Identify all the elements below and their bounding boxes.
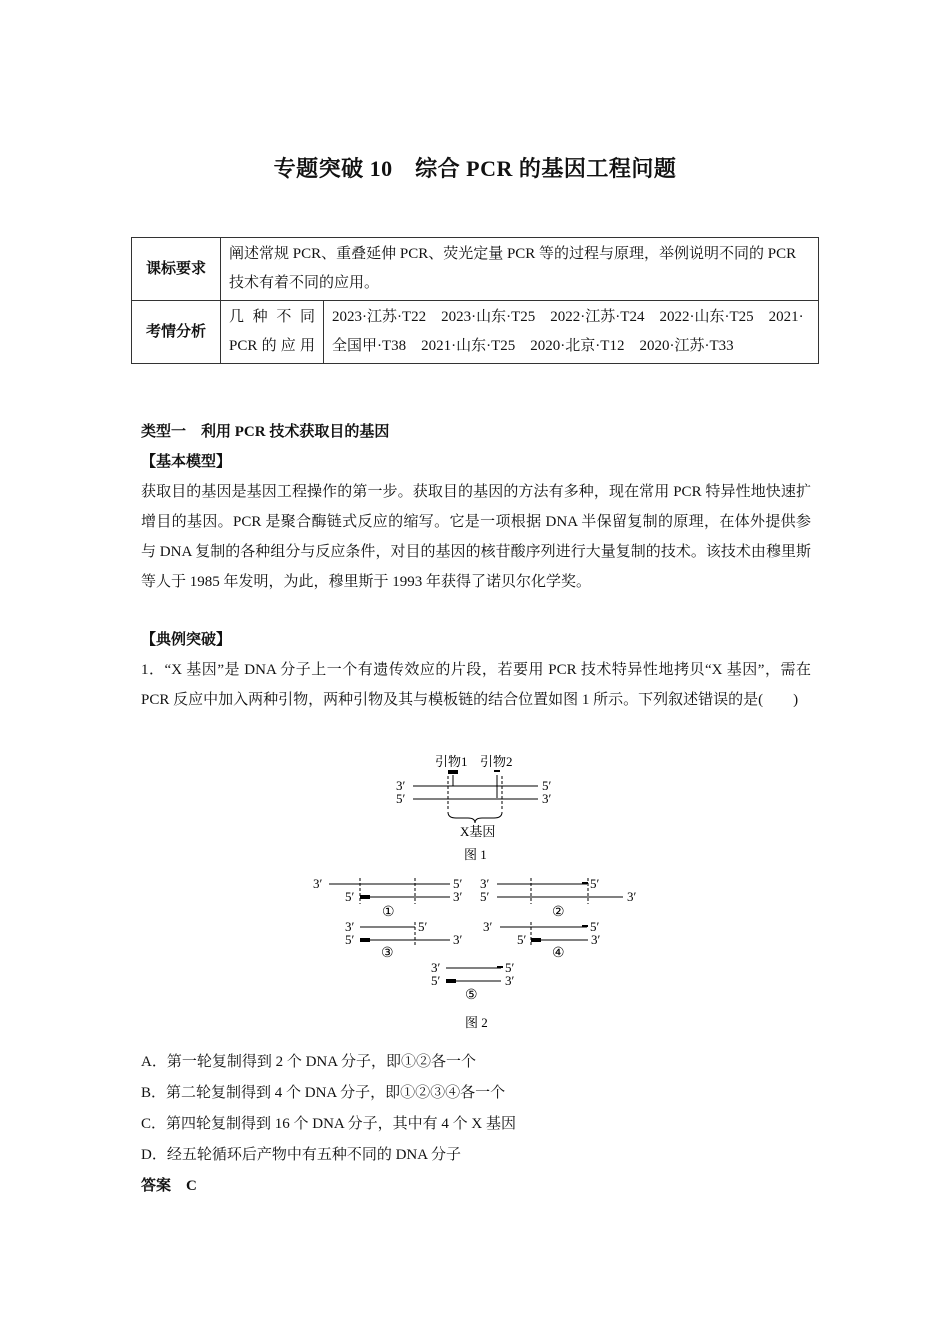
mol4-top-left-end: 3′ — [483, 919, 493, 934]
model-heading: 【基本模型】 — [141, 454, 232, 470]
figure-2 — [305, 870, 650, 1035]
page-title: 专题突破 10 综合 PCR 的基因工程问题 — [273, 156, 677, 181]
mol2-primer — [582, 882, 588, 884]
option-c: C．第四轮复制得到 16 个 DNA 分子，其中有 4 个 X 基因 — [141, 1116, 517, 1132]
mol2-bottom-right-end: 3′ — [627, 889, 637, 904]
mol1-top-left-end: 3′ — [313, 876, 323, 891]
strand-top-right-end: 5′ — [542, 778, 552, 793]
mol3-bottom-left-end: 5′ — [345, 932, 355, 947]
mol5-bottom-left-end: 5′ — [431, 973, 441, 988]
mol4-primer-bottom — [531, 938, 541, 942]
type-heading: 类型一 利用 PCR 技术获取目的基因 — [141, 424, 390, 440]
option-b: B．第二轮复制得到 4 个 DNA 分子，即①②③④各一个 — [141, 1085, 506, 1101]
table-cell-exams: 2023·江苏·T22 2023·山东·T25 2022·江苏·T24 2022·山东·T25 2021·全国甲·T38 2021·山东·T25 2020·北京·T12 2020·江苏·T33 — [324, 301, 819, 364]
primer2-label: 引物2 — [480, 754, 513, 769]
mol4-top-right-end: 5′ — [590, 919, 600, 934]
mol4-primer-top — [582, 925, 588, 927]
table-cell-subheader: 几种不同PCR的应用 — [221, 301, 324, 364]
strand-bottom-left-end: 5′ — [396, 791, 406, 806]
strand-bottom-right-end: 3′ — [542, 791, 552, 806]
figure-1 — [380, 748, 580, 863]
primer2-mark — [494, 770, 500, 772]
example-heading: 【典例突破】 — [141, 632, 232, 648]
mol1-primer — [360, 895, 370, 899]
table-cell-standard: 阐述常规 PCR、重叠延伸 PCR、荧光定量 PCR 等的过程与原理，举例说明不同的 PCR 技术有着不同的应用。 — [221, 238, 819, 301]
mol1-bottom-right-end: 3′ — [453, 889, 463, 904]
table-header-standard: 课标要求 — [132, 238, 221, 301]
strand-top-left-end: 3′ — [396, 778, 406, 793]
question-text: 1．“X 基因”是 DNA 分子上一个有遗传效应的片段，若要用 PCR 技术特异性地拷贝“X 基因”，需在 PCR 反应中加入两种引物，两种引物及其与模板链的结合位置如图 1 所示。下列叙述错误的是( ) — [141, 662, 811, 708]
mol1-bottom-left-end: 5′ — [345, 889, 355, 904]
mol5-primer-top — [497, 966, 503, 968]
primer1-mark — [448, 770, 458, 774]
mol2-top-right-end: 5′ — [590, 876, 600, 891]
model-paragraph: 获取目的基因是基因工程操作的第一步。获取目的基因的方法有多种，现在常用 PCR 特异性地快速扩增目的基因。PCR 是聚合酶链式反应的缩写。它是一项根据 DNA 半保留复制的原理，在体外提供参与 DNA 复制的各种组分与反应条件，对目的基因的核苷酸序列进行大量复制的技术。该技术由穆里斯等人于 1985 年发明，为此，穆里斯于 1993 年获得了诺贝尔化学奖。 — [141, 484, 811, 590]
table-row — [132, 238, 819, 301]
mol2-label: ② — [552, 905, 565, 920]
mol5-top-left-end: 3′ — [431, 960, 441, 975]
mol3-primer — [360, 938, 370, 942]
mol5-top-right-end: 5′ — [505, 960, 515, 975]
mol3-top-right-end: 5′ — [418, 919, 428, 934]
mol3-bottom-right-end: 3′ — [453, 932, 463, 947]
mol5-primer-bottom — [446, 979, 456, 983]
option-a: A．第一轮复制得到 2 个 DNA 分子，即①②各一个 — [141, 1054, 477, 1070]
primer1-label: 引物1 — [435, 754, 468, 769]
figure1-caption: 图 1 — [464, 847, 487, 862]
mol3-top-left-end: 3′ — [345, 919, 355, 934]
answer: 答案 C — [141, 1178, 197, 1194]
option-d: D．经五轮循环后产物中有五种不同的 DNA 分子 — [141, 1147, 462, 1163]
mol1-label: ① — [382, 905, 395, 920]
mol4-bottom-right-end: 3′ — [591, 932, 601, 947]
mol4-label: ④ — [552, 946, 565, 961]
mol2-bottom-left-end: 5′ — [480, 889, 490, 904]
curriculum-table — [131, 237, 819, 364]
mol3-label: ③ — [381, 946, 394, 961]
gene-label: X基因 — [460, 824, 496, 839]
mol5-bottom-right-end: 3′ — [505, 973, 515, 988]
mol5-label: ⑤ — [465, 988, 478, 1003]
mol4-bottom-left-end: 5′ — [517, 932, 527, 947]
mol1-top-right-end: 5′ — [453, 876, 463, 891]
figure2-caption: 图 2 — [465, 1015, 488, 1030]
table-row — [132, 301, 819, 364]
mol2-top-left-end: 3′ — [480, 876, 490, 891]
table-header-analysis: 考情分析 — [132, 301, 221, 364]
gene-brace — [448, 812, 502, 823]
